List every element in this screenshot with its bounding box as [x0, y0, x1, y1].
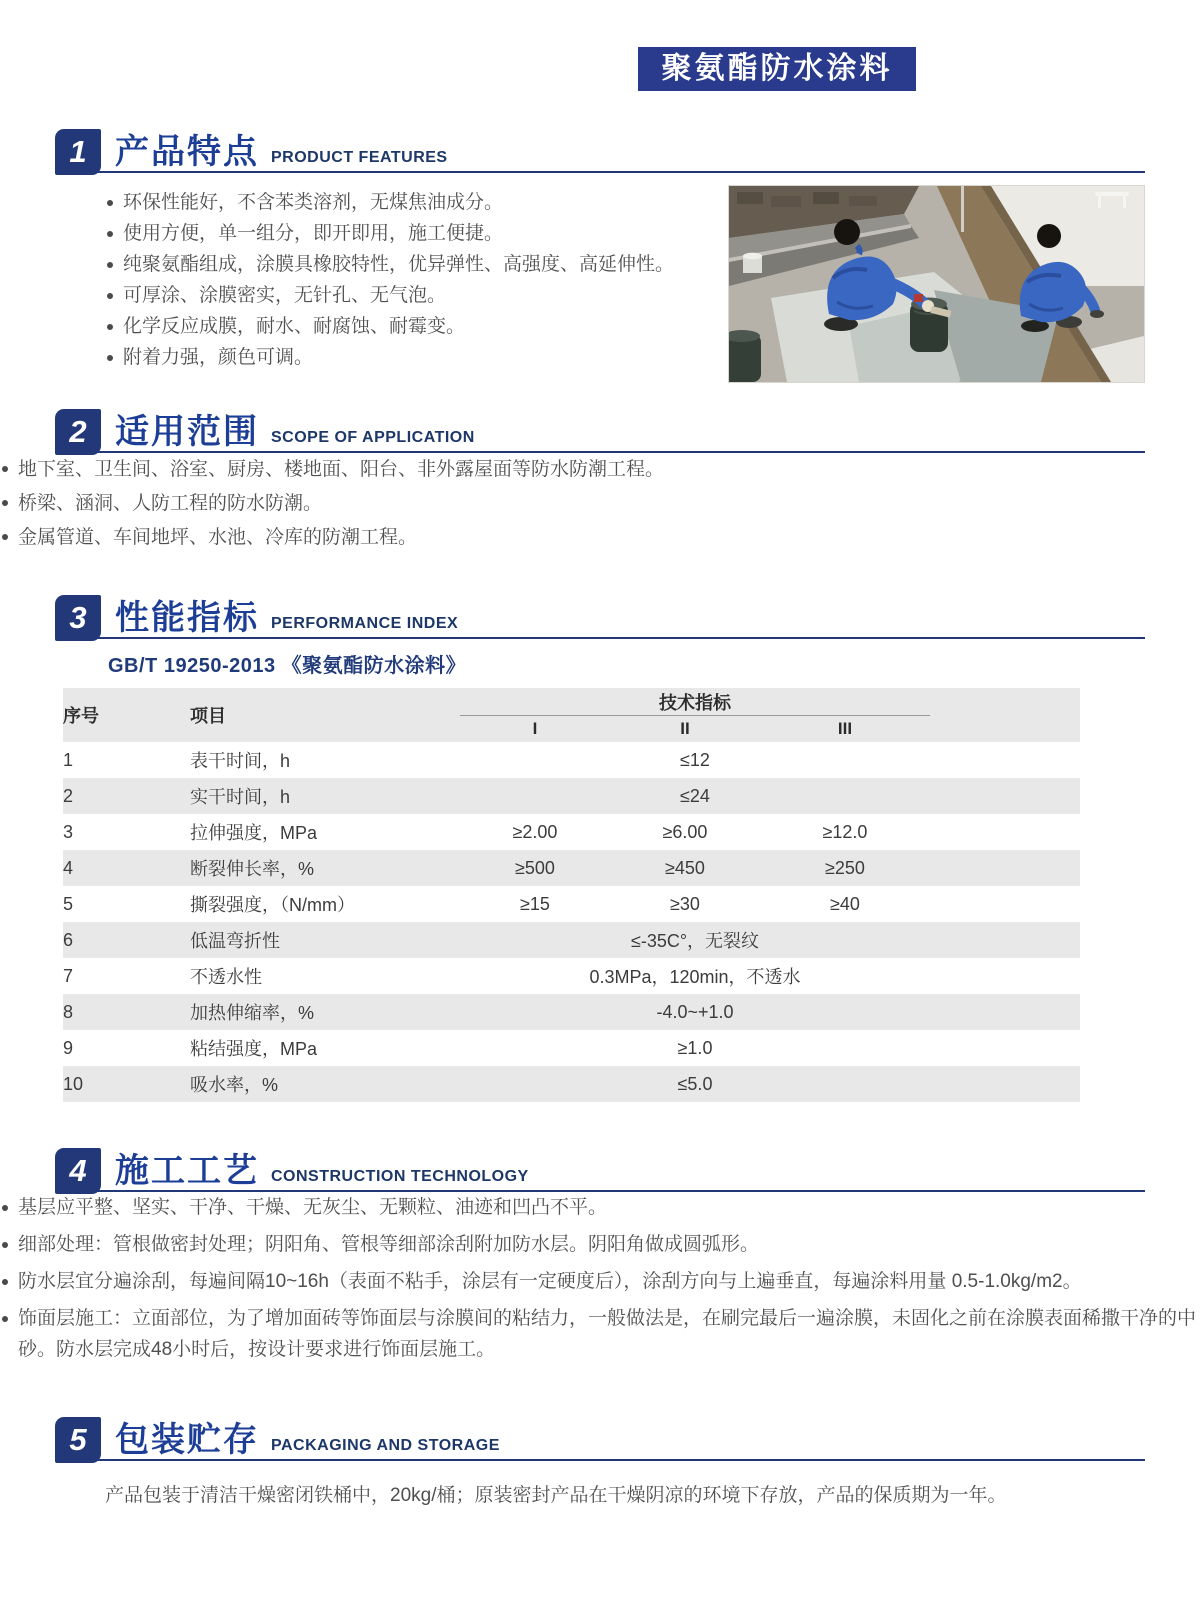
- col-header-no: 序号: [63, 706, 99, 726]
- table-row: [63, 778, 1080, 814]
- cell-no: 4: [63, 857, 74, 878]
- performance-table: [63, 688, 1080, 1102]
- cell-value: ≥15: [520, 893, 550, 914]
- cell-value: ≥30: [670, 893, 700, 914]
- cell-value: ≥250: [825, 857, 865, 878]
- col-header-grade-1: I: [532, 719, 538, 738]
- packaging-text: 产品包装于清洁干燥密闭铁桶中，20kg/桶；原装密封产品在干燥阴凉的环境下存放，产品的保质期为一年。: [105, 1485, 1007, 1506]
- section-performance-header: [55, 595, 1145, 639]
- page-title: 聚氨酯防水涂料: [638, 47, 916, 91]
- cell-value: 0.3MPa，120min，不透水: [589, 967, 801, 987]
- list-item: 使用方便，单一组分，即开即用，施工便捷。: [105, 218, 706, 249]
- col-header-grade-2: II: [680, 719, 690, 738]
- cell-item: 吸水率，%: [190, 1075, 279, 1095]
- cell-item: 粘结强度，MPa: [190, 1039, 318, 1059]
- cell-value: ≤24: [680, 785, 710, 806]
- cell-value: ≤5.0: [677, 1073, 713, 1094]
- list-item: 可厚涂、涂膜密实，无针孔、无气泡。: [105, 280, 706, 311]
- cell-value: ≥6.00: [662, 821, 708, 842]
- section-number-badge: 4: [55, 1148, 101, 1194]
- product-photo: [728, 185, 1145, 383]
- table-row: [63, 958, 1080, 994]
- col-header-filler: [930, 688, 1080, 742]
- cell-value: ≥12.0: [822, 821, 868, 842]
- section-title-en: PACKAGING AND STORAGE: [271, 1437, 500, 1454]
- section-number-badge: 5: [55, 1417, 101, 1463]
- cell-value: ≥2.00: [512, 821, 558, 842]
- col-header-tech: 技术指标: [460, 688, 930, 716]
- list-item: 附着力强，颜色可调。: [105, 342, 706, 373]
- section-number-badge: 2: [55, 409, 101, 455]
- table-row: [63, 1030, 1080, 1066]
- cell-value: ≤12: [680, 749, 710, 770]
- table-row: [63, 922, 1080, 958]
- standard-reference: GB/T 19250-2013 《聚氨酯防水涂料》: [108, 655, 467, 677]
- list-item: 桥梁、涵洞、人防工程的防水防潮。: [0, 487, 1200, 521]
- construction-list: [0, 1192, 1200, 1365]
- cell-filler: [930, 994, 1080, 1030]
- section-title-zh: 适用范围: [115, 413, 259, 451]
- section-title-en: CONSTRUCTION TECHNOLOGY: [271, 1168, 529, 1185]
- cell-no: 9: [63, 1037, 74, 1058]
- cell-no: 1: [63, 749, 74, 770]
- cell-no: 10: [63, 1073, 84, 1094]
- cell-item: 加热伸缩率，%: [190, 1003, 315, 1023]
- cell-filler: [930, 922, 1080, 958]
- cell-filler: [930, 742, 1080, 778]
- cell-item: 撕裂强度，（N/mm）: [190, 895, 355, 915]
- section-packaging-header: [55, 1417, 1145, 1461]
- list-item: 环保性能好，不含苯类溶剂，无煤焦油成分。: [105, 187, 706, 218]
- cell-value: ≥40: [830, 893, 860, 914]
- section-title-zh: 产品特点: [115, 133, 259, 171]
- cell-filler: [930, 850, 1080, 886]
- section-number-badge: 1: [55, 129, 101, 175]
- table-row: [63, 994, 1080, 1030]
- col-header-grade-3: III: [837, 719, 853, 738]
- cell-filler: [930, 1030, 1080, 1066]
- application-list: [0, 453, 1200, 555]
- features-body: [105, 185, 1145, 383]
- list-item: 地下室、卫生间、浴室、厨房、楼地面、阳台、非外露屋面等防水防潮工程。: [0, 453, 1200, 487]
- section-number-badge: 3: [55, 595, 101, 641]
- cell-item: 实干时间，h: [190, 787, 291, 807]
- section-title-en: PRODUCT FEATURES: [271, 149, 448, 166]
- cell-item: 不透水性: [190, 967, 262, 987]
- table-row: [63, 850, 1080, 886]
- cell-filler: [930, 958, 1080, 994]
- table-header-row: [63, 688, 1080, 716]
- section-application-header: [55, 409, 1145, 453]
- cell-item: 表干时间，h: [190, 751, 291, 771]
- list-item: 基层应平整、坚实、干净、干燥、无灰尘、无颗粒、油迹和凹凸不平。: [0, 1192, 1200, 1223]
- list-item: 化学反应成膜，耐水、耐腐蚀、耐霉变。: [105, 311, 706, 342]
- list-item: 细部处理：管根做密封处理；阴阳角、管根等细部涂刮附加防水层。阴阳角做成圆弧形。: [0, 1229, 1200, 1260]
- list-item: 防水层宜分遍涂刮，每遍间隔10~16h（表面不粘手，涂层有一定硬度后），涂刮方向与上遍垂直，每遍涂料用量 0.5-1.0kg/m2。: [0, 1266, 1200, 1297]
- cell-item: 拉伸强度，MPa: [190, 823, 318, 843]
- cell-value: ≥450: [665, 857, 705, 878]
- table-row: [63, 1066, 1080, 1102]
- section-title-en: SCOPE OF APPLICATION: [271, 429, 475, 446]
- section-title-zh: 施工工艺: [115, 1152, 259, 1190]
- table-row: [63, 742, 1080, 778]
- section-construction-header: [55, 1148, 1145, 1192]
- table-row: [63, 886, 1080, 922]
- cell-item: 断裂伸长率，%: [190, 859, 315, 879]
- section-features-header: [55, 129, 1145, 173]
- cell-item: 低温弯折性: [190, 931, 280, 951]
- list-item: 饰面层施工：立面部位，为了增加面砖等饰面层与涂膜间的粘结力，一般做法是，在刷完最后一遍涂膜，未固化之前在涂膜表面稀撒干净的中砂。防水层完成48小时后，按设计要求进行饰面层施工。: [0, 1303, 1200, 1365]
- cell-no: 6: [63, 929, 74, 950]
- cell-value: -4.0~+1.0: [656, 1001, 734, 1022]
- section-title-en: PERFORMANCE INDEX: [271, 615, 459, 632]
- table-row: [63, 814, 1080, 850]
- section-title-zh: 性能指标: [115, 599, 259, 637]
- cell-value: ≥1.0: [677, 1037, 713, 1058]
- col-header-item: 项目: [190, 706, 226, 726]
- cell-filler: [930, 814, 1080, 850]
- cell-filler: [930, 1066, 1080, 1102]
- cell-no: 7: [63, 965, 74, 986]
- cell-no: 2: [63, 785, 74, 806]
- cell-value: ≥500: [515, 857, 555, 878]
- cell-no: 3: [63, 821, 74, 842]
- feature-list: [105, 185, 706, 383]
- section-title-zh: 包装贮存: [115, 1421, 259, 1459]
- cell-filler: [930, 886, 1080, 922]
- cell-no: 8: [63, 1001, 74, 1022]
- list-item: 纯聚氨酯组成，涂膜具橡胶特性，优异弹性、高强度、高延伸性。: [105, 249, 706, 280]
- cell-value: ≤-35C°，无裂纹: [630, 931, 760, 951]
- cell-no: 5: [63, 893, 74, 914]
- list-item: 金属管道、车间地坪、水池、冷库的防潮工程。: [0, 521, 1200, 555]
- cell-filler: [930, 778, 1080, 814]
